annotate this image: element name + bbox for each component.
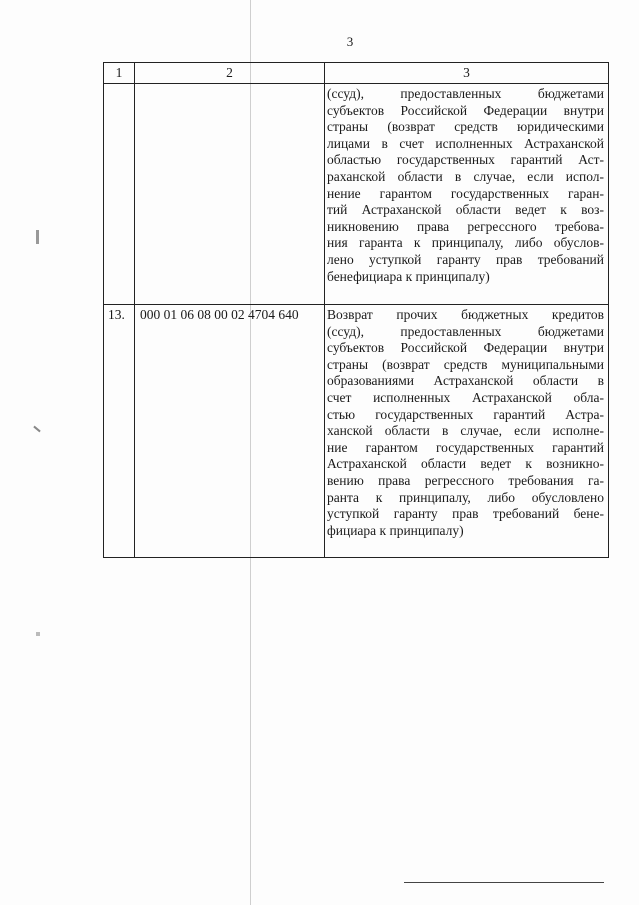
description-line: нение гарантом государственных гаран- [327, 185, 604, 201]
description-line: Возврат прочих бюджетных кредитов [327, 307, 604, 322]
description-line: страны (возврат средств муниципальными [327, 356, 604, 372]
description-line: фициара к принципалу) [327, 522, 464, 538]
description-cell [325, 84, 609, 305]
description-line: (ссуд), предоставленных бюджетами [327, 86, 604, 101]
description-line: лицами в счет исполненных Астраханской [327, 135, 604, 151]
description-line: ханской области в случае, если исполне- [327, 423, 604, 439]
scan-artifact [36, 230, 39, 244]
description-line: уступкой гаранту прав требований бене- [327, 506, 604, 522]
budget-code-cell: 000 01 06 08 00 02 4704 640 [135, 305, 325, 558]
description-line: (ссуд), предоставленных бюджетами [327, 323, 604, 339]
description-line: счет исполненных Астраханской обла- [327, 389, 604, 405]
column-header-3: 3 [325, 63, 609, 84]
description-line: Астраханской области ведет к возникно- [327, 456, 604, 472]
description-line: образованиями Астраханской области в [327, 373, 604, 389]
table-row [104, 305, 609, 558]
description-line: раханской области в случае, если испол- [327, 168, 604, 184]
scan-artifact [33, 426, 40, 433]
table-row [104, 84, 609, 305]
page-number: 3 [346, 34, 354, 49]
description-line: никновению права регрессного требова- [327, 218, 604, 234]
row-number-cell [104, 84, 135, 305]
description-line: областью государственных гарантий Аст- [327, 152, 604, 168]
description-line: субъектов Российской Федерации внутри [327, 102, 604, 118]
description-line: субъектов Российской Федерации внутри [327, 340, 604, 356]
description-line: ния гаранта к принципалу, либо обуслов- [327, 235, 604, 251]
column-header-1: 1 [104, 63, 135, 84]
description-cell [325, 305, 609, 558]
description-line: тий Астраханской области ведет к воз- [327, 202, 604, 218]
scan-artifact-line [404, 882, 604, 883]
description-line: вению права регрессного требования га- [327, 472, 604, 488]
budget-code-cell [135, 84, 325, 305]
description-line: лено уступкой гаранту прав требований [327, 251, 604, 267]
description-line: бенефициара к принципалу) [327, 268, 490, 284]
description-line: страны (возврат средств юридическими [327, 119, 604, 135]
table-header-row [104, 63, 609, 84]
budget-table [103, 62, 609, 558]
row-number-cell: 13. [104, 305, 135, 558]
description-line: стью государственных гарантий Астра- [327, 406, 604, 422]
scan-artifact [36, 632, 40, 636]
description-line: ние гарантом государственных гарантий [327, 439, 604, 455]
column-header-2: 2 [135, 63, 325, 84]
description-line: ранта к принципалу, либо обусловлено [327, 489, 604, 505]
